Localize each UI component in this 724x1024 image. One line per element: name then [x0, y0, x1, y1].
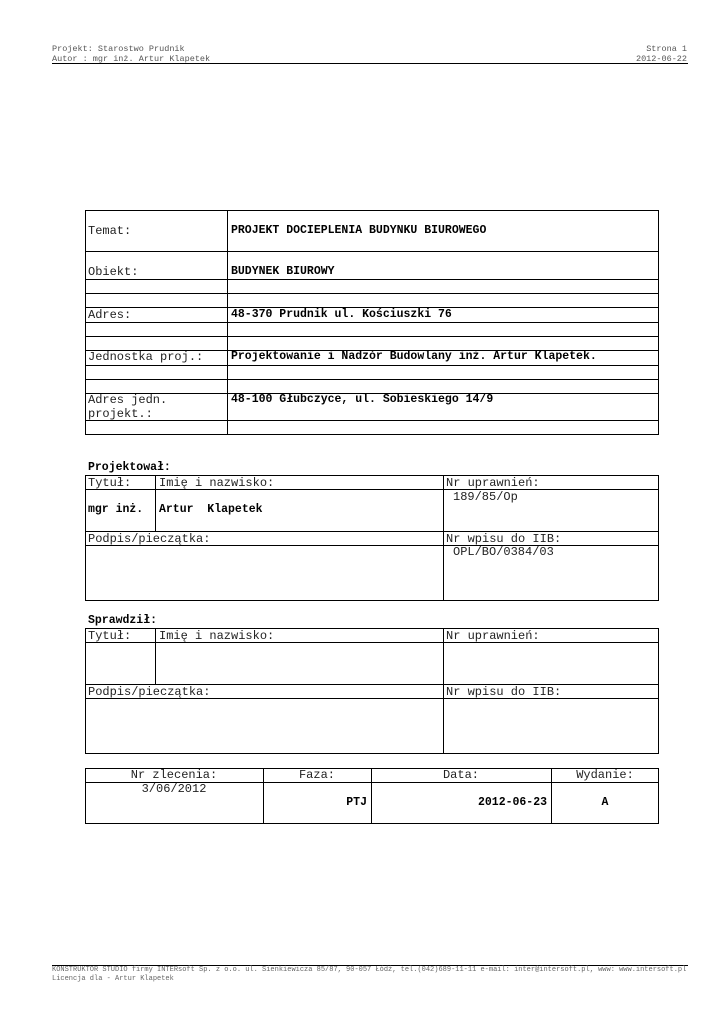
info-row-line [85, 365, 659, 366]
proj-tytul-value: mgr inż. [88, 503, 144, 516]
order-data-label: Data: [442, 768, 479, 782]
page-footer [52, 966, 686, 984]
sprawdzil-title: Sprawdził: [88, 614, 158, 627]
header-divider [52, 63, 688, 64]
info-row-line [85, 322, 659, 323]
jednostka-value: Projektowanie i Nadzór Budowlany inż. Artur Klapetek. [231, 350, 597, 363]
temat-value: PROJEKT DOCIEPLENIA BUDYNKU BIUROWEGO [231, 224, 487, 237]
info-row-line [85, 379, 659, 380]
adres-jedn-label-line2: projekt.: [88, 407, 153, 421]
page-header-left [52, 44, 210, 64]
proj-nr-upr-label: Nr uprawnień: [446, 476, 540, 490]
proj-nr-iib-label: Nr wpisu do IIB: [446, 532, 562, 546]
page-header-right [636, 44, 687, 64]
spr-podpis-label: Podpis/pieczątka: [88, 685, 211, 699]
proj-imie-value: Artur Klapetek [159, 503, 263, 516]
spr-nr-upr-label: Nr uprawnień: [446, 629, 540, 643]
proj-imie-label: Imię i nazwisko: [159, 476, 275, 490]
proj-col-line [443, 475, 444, 601]
spr-nr-iib-label: Nr wpisu do IIB: [446, 685, 562, 699]
order-faza-label: Faza: [298, 768, 335, 782]
order-wydanie-label: Wydanie: [576, 768, 634, 782]
adres-jedn-value: 48-100 Głubczyce, ul. Sobieskiego 14/9 [231, 393, 494, 406]
temat-label: Temat: [88, 224, 132, 238]
proj-tytul-label: Tytuł: [88, 476, 132, 490]
header-date: 2012-06-22 [635, 54, 687, 64]
spr-tytul-label: Tytuł: [88, 629, 132, 643]
spr-col-line [443, 628, 444, 754]
jednostka-label: Jednostka proj.: [88, 350, 204, 364]
adres-jedn-label [88, 393, 167, 421]
page-number: Strona 1 [646, 44, 687, 54]
obiekt-label: Obiekt: [88, 265, 139, 279]
info-row-line [85, 279, 659, 280]
proj-nr-iib-value: OPL/BO/0384/03 [453, 545, 554, 559]
obiekt-value: BUDYNEK BIUROWY [231, 265, 335, 278]
proj-podpis-label: Podpis/pieczątka: [88, 532, 211, 546]
info-row-line [85, 336, 659, 337]
order-nr-value: 3/06/2012 [141, 782, 207, 796]
adres-label: Adres: [88, 308, 132, 322]
order-wydanie-value: A [601, 796, 609, 809]
info-row-line [85, 293, 659, 294]
info-row-line [85, 420, 659, 421]
project-line: Projekt: Starostwo Prudnik [52, 44, 185, 54]
order-nr-label: Nr zlecenia: [130, 768, 218, 782]
proj-nr-upr-value: 189/85/Op [453, 490, 518, 504]
projektowal-title: Projektował: [88, 461, 171, 474]
order-faza-value: PTJ [346, 796, 367, 809]
proj-col-line [155, 475, 156, 531]
adres-jedn-label-line1: Adres jedn. [88, 393, 168, 407]
footer-line1: KONSTRUKTOR STUDIO firmy INTERsoft Sp. z o.o. ul. Sienkiewicza 85/87, 90-057 Łódź, tel.(042)689-11-11 e-mail: inter@intersoft.pl, www: www.intersoft.pl [52, 966, 687, 974]
author-line: Autor : mgr inż. Artur Klapetek [52, 54, 211, 64]
adres-value: 48-370 Prudnik ul. Kościuszki 76 [231, 308, 452, 321]
spr-imie-label: Imię i nazwisko: [159, 629, 275, 643]
spr-col-line [155, 628, 156, 684]
info-row-line [85, 251, 659, 252]
footer-line2: Licencja dla - Artur Klapetek [52, 975, 174, 983]
order-data-value: 2012-06-23 [477, 796, 547, 809]
